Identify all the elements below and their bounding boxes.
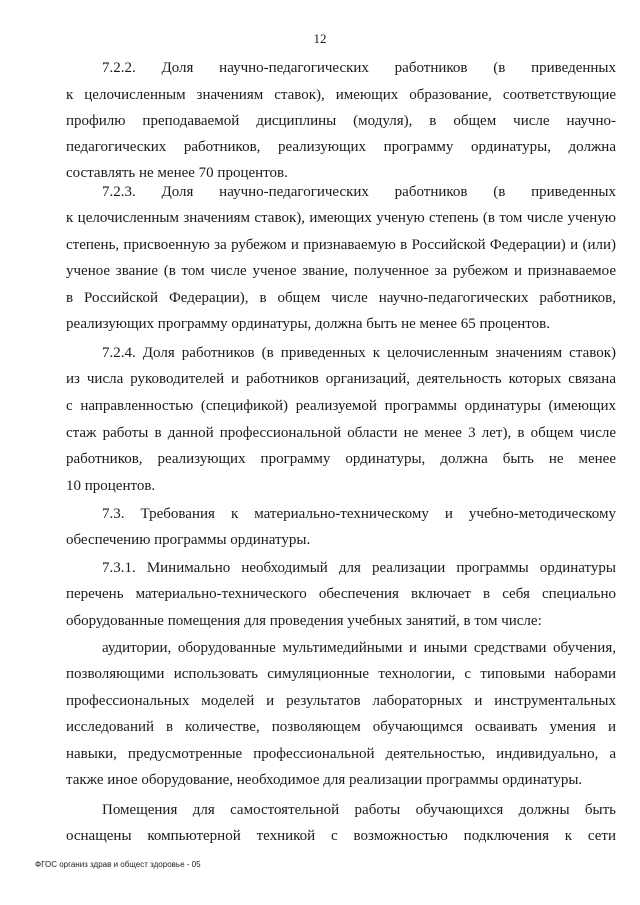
paragraph-7-3-1-line-2: перечень материально-технического обеспечения включает в себя специально bbox=[66, 586, 616, 602]
paragraph-7-2-3-line-6: реализующих программу ординатуры, должна быть не менее 65 процентов. bbox=[66, 316, 550, 332]
paragraph-auditorii-line-4: исследований в количестве, позволяющем обучающимся осваивать умения и bbox=[66, 719, 616, 735]
paragraph-7-3-1-line-3: оборудованные помещения для проведения учебных занятий, в том числе: bbox=[66, 613, 542, 629]
paragraph-7-2-4-line-3: с направленностью (спецификой) реализуемой программы ординатуры (имеющих bbox=[66, 398, 616, 414]
paragraph-auditorii-line-3: профессиональных моделей и результатов лабораторных и инструментальных bbox=[66, 693, 616, 709]
footer-label: ФГОС организ здрав и общест здоровье - 05 bbox=[35, 860, 201, 869]
paragraph-7-2-4-line-1: 7.2.4. Доля работников (в приведенных к целочисленным значениям ставок) bbox=[102, 345, 616, 361]
paragraph-7-2-3-line-5: в Российской Федерации), в общем числе научно-педагогических работников, bbox=[66, 290, 616, 306]
paragraph-7-2-3-line-2: к целочисленным значениям ставок), имеющих ученую степень (в том числе ученую bbox=[66, 210, 616, 226]
paragraph-auditorii-line-1: аудитории, оборудованные мультимедийными и иными средствами обучения, bbox=[102, 640, 616, 656]
paragraph-auditorii-line-5: навыки, предусмотренные профессиональной деятельностью, индивидуально, а bbox=[66, 746, 616, 762]
paragraph-7-2-2-line-5: составлять не менее 70 процентов. bbox=[66, 165, 288, 181]
paragraph-7-2-4-line-4: стаж работы в данной профессиональной области не менее 3 лет), в общем числе bbox=[66, 425, 616, 441]
paragraph-7-2-2-line-4: педагогических работников, реализующих программу ординатуры, должна bbox=[66, 139, 616, 155]
paragraph-7-2-2-line-2: к целочисленным значениям ставок), имеющих образование, соответствующие bbox=[66, 87, 616, 103]
paragraph-7-2-3-line-4: ученое звание (в том числе ученое звание, полученное за рубежом и признаваемое bbox=[66, 263, 616, 279]
paragraph-7-3-line-2: обеспечению программы ординатуры. bbox=[66, 532, 311, 548]
paragraph-auditorii-line-2: позволяющими использовать симуляционные технологии, с типовыми наборами bbox=[66, 666, 616, 682]
paragraph-7-2-4-line-5: работников, реализующих программу ординатуры, должна быть не менее bbox=[66, 451, 616, 467]
paragraph-pomeshcheniya-line-1: Помещения для самостоятельной работы обучающихся должны быть bbox=[102, 802, 616, 818]
paragraph-7-2-2-line-1: 7.2.2. Доля научно-педагогических работников (в приведенных bbox=[102, 60, 616, 76]
page-number: 12 bbox=[313, 31, 327, 46]
paragraph-7-3-1-line-1: 7.3.1. Минимально необходимый для реализации программы ординатуры bbox=[102, 560, 616, 576]
paragraph-7-2-3-line-3: степень, присвоенную за рубежом и признаваемую в Российской Федерации) и (или) bbox=[66, 237, 616, 253]
paragraph-7-2-4-line-2: из числа руководителей и работников организаций, деятельность которых связана bbox=[66, 371, 616, 387]
paragraph-auditorii-line-6: также иное оборудование, необходимое для реализации программы ординатуры. bbox=[66, 772, 583, 788]
paragraph-7-3-line-1: 7.3. Требования к материально-техническому и учебно-методическому bbox=[102, 506, 616, 522]
paragraph-7-2-3-line-1: 7.2.3. Доля научно-педагогических работников (в приведенных bbox=[102, 184, 616, 200]
paragraph-7-2-2-line-3: профилю преподаваемой дисциплины (модуля), в общем числе научно- bbox=[66, 113, 616, 129]
paragraph-pomeshcheniya-line-2: оснащены компьютерной техникой с возможностью подключения к сети bbox=[66, 828, 616, 844]
paragraph-7-2-4-line-6: 10 процентов. bbox=[66, 478, 156, 494]
